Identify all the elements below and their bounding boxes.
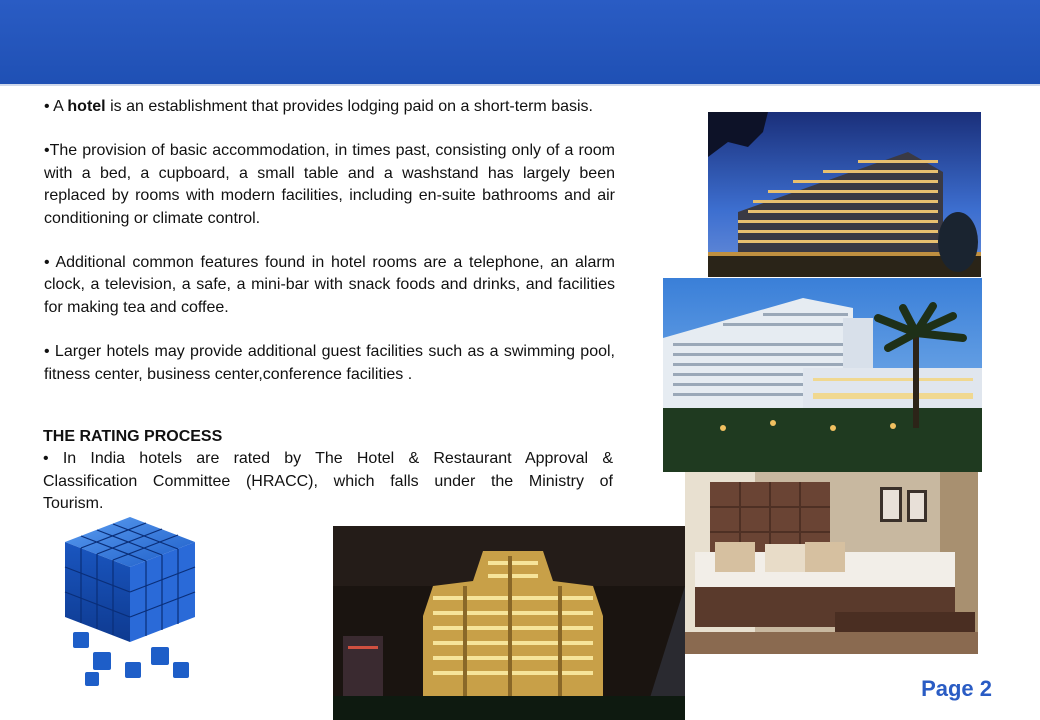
paragraph-room-features: • Additional common features found in hotel rooms are a telephone, an alarm clock, a television, a safe, a mini-bar with snack foods and drinks, and facilities for making tea and coffee. (44, 254, 615, 316)
rating-text (43, 448, 613, 515)
rating-line-1: • In India hotels are rated by The Hotel & Restaurant Approval & (43, 450, 613, 468)
intro-text (44, 96, 615, 386)
rating-heading: THE RATING PROCESS (43, 428, 223, 445)
paragraph-guest-facilities: • Larger hotels may provide additional guest facilities such as a swimming pool, fitness center, business center,conference facilities . (44, 343, 615, 383)
paragraph-hotel-definition (44, 96, 615, 118)
rating-section (43, 426, 613, 516)
header-band (0, 0, 1040, 86)
bullet-text: • A (44, 98, 68, 115)
hotel-night-photo (333, 526, 685, 720)
blue-cube-graphic (55, 512, 205, 694)
page-number: Page 2 (921, 676, 992, 701)
rating-line-2: Classification Committee (HRACC), which falls under the Ministry of (43, 472, 613, 490)
paragraph-accommodation: •The provision of basic accommodation, in times past, consisting only of a room with a bed, a cupboard, a small table and a washstand has largely been replaced by rooms with modern facilities, including en-suite bathrooms and air conditioning or climate control. (44, 142, 615, 227)
bold-term-hotel: hotel (67, 98, 106, 115)
hotel-dusk-photo (708, 112, 981, 277)
resort-palm-photo (663, 278, 982, 472)
hotel-bedroom-photo (685, 472, 978, 654)
rating-line-3: Tourism. (43, 495, 104, 513)
definition-text: is an establishment that provides lodging paid on a short-term basis. (105, 98, 593, 115)
